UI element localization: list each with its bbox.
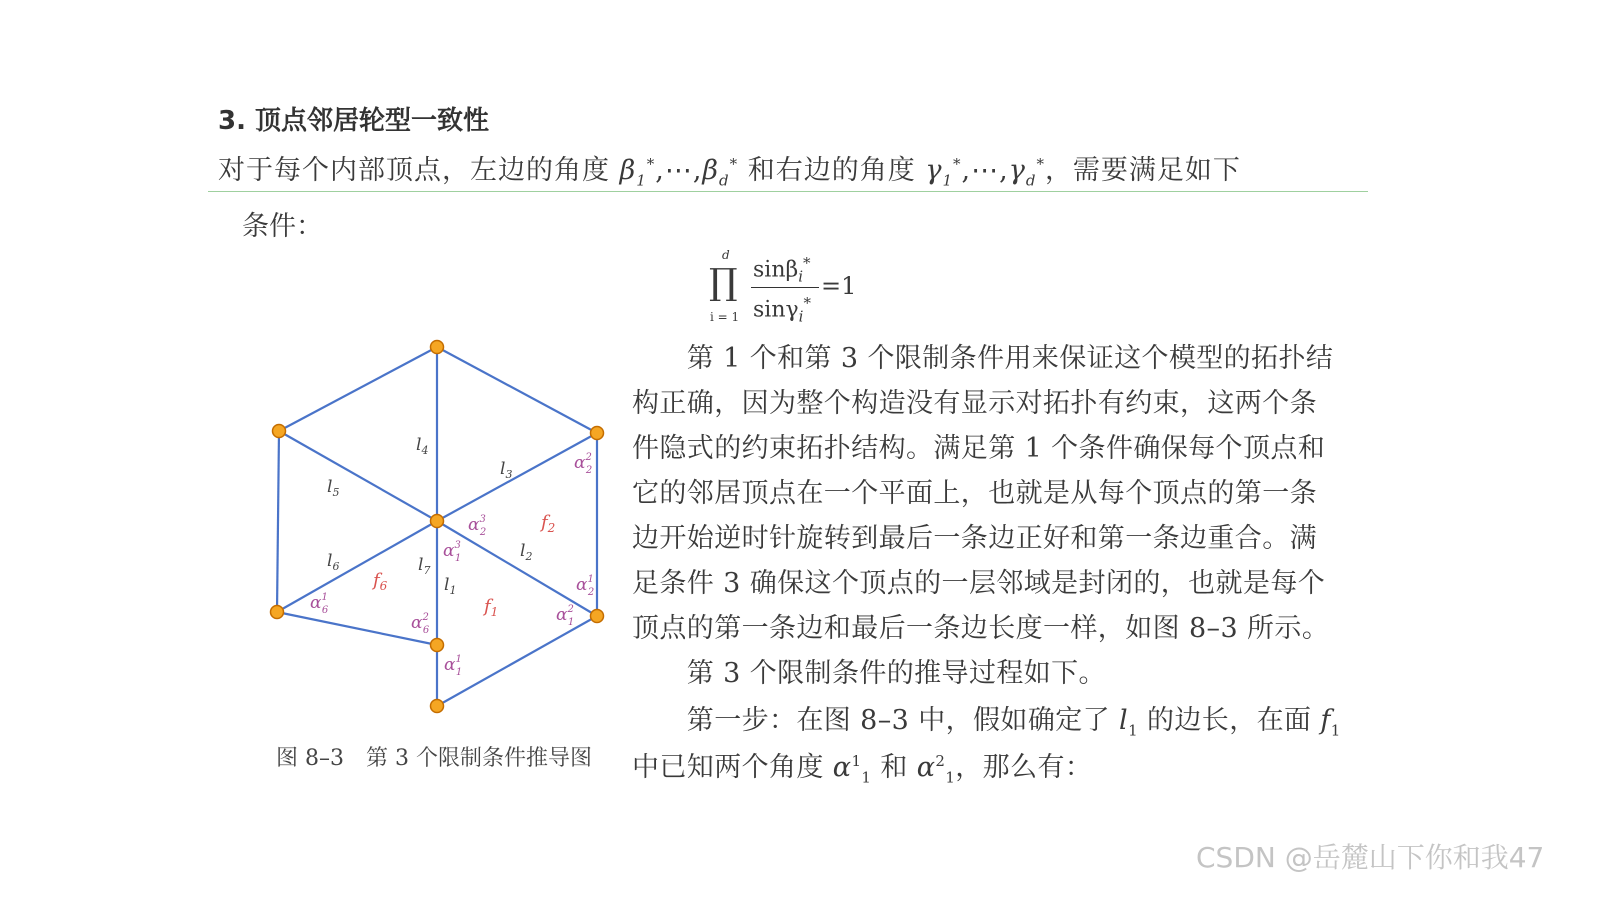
- formula-numerator: sinβ$_i$*: [753, 254, 811, 286]
- step-two-line: 中已知两个角度 $\alpha^1_1$ 和 $\alpha^2_1$，那么有：: [632, 752, 1093, 787]
- mesh-vertex: [591, 610, 604, 623]
- mesh-vertex: [431, 639, 444, 652]
- watermark: CSDN @岳麓山下你和我47: [1196, 841, 1545, 874]
- beta-1: $\beta_1^*$: [619, 155, 656, 190]
- intro-sep-2: ,⋯,: [961, 155, 1009, 186]
- paragraph-line: 构正确，因为整个构造没有显示对拓扑有约束，这两个条: [632, 388, 1317, 419]
- edge-label-l3: $l_3$: [500, 459, 513, 481]
- formula-equals: =1: [821, 272, 857, 300]
- paragraph-line: 足条件 3 确保这个顶点的一层邻域是封闭的，也就是每个: [632, 568, 1326, 599]
- mesh-vertex: [431, 515, 444, 528]
- edge-label-l1: $l_1$: [444, 575, 457, 597]
- intro-sep-1: ,⋯,: [655, 155, 703, 186]
- mesh-edge: [279, 431, 437, 521]
- angle-label-alpha-2-2: $\alpha^2$ 2: [574, 452, 593, 476]
- mesh-edge: [277, 431, 279, 612]
- edge-label-l7: $l_7$: [418, 555, 431, 577]
- formula-denominator: sinγ$_i$*: [753, 294, 811, 326]
- beta-d: $\beta_d^*$: [702, 155, 739, 190]
- intro-part2: 和右边的角度: [747, 155, 916, 186]
- mesh-vertex: [273, 425, 286, 438]
- product-upper-limit: d: [722, 248, 730, 262]
- face-label-f6: $f_6$: [373, 570, 388, 593]
- mesh-edge: [437, 433, 597, 521]
- gamma-1: $\gamma_1^*$: [925, 155, 962, 190]
- mesh-vertex: [431, 341, 444, 354]
- condition-label: 条件：: [242, 211, 323, 242]
- angle-label-alpha-1-3: $\alpha^3$ 1: [443, 540, 462, 564]
- product-symbol: ∏: [709, 262, 738, 303]
- angle-label-alpha-1-1: $\alpha^1$ 1: [444, 654, 463, 678]
- paragraph-line: 它的邻居顶点在一个平面上，也就是从每个顶点的第一条: [632, 478, 1317, 509]
- mesh-edge: [277, 521, 437, 612]
- edge-label-l2: $l_2$: [520, 541, 533, 563]
- edge-label-l4: $l_4$: [416, 435, 429, 457]
- intro-part3: ，需要满足如下: [1044, 155, 1241, 186]
- step-one-line: 第一步：在图 8–3 中，假如确定了 $l_1$ 的边长，在面 $f_1$: [632, 705, 1341, 740]
- edge-label-l5: $l_5$: [327, 477, 340, 499]
- angle-label-alpha-6-1: $\alpha^1$ 6: [310, 592, 329, 616]
- face-label-f2: $f_2$: [541, 512, 556, 535]
- gamma-d: $\gamma_d^*$: [1008, 155, 1045, 190]
- face-label-f1: $f_1$: [484, 596, 499, 619]
- mesh-edge: [279, 347, 437, 431]
- section-heading: 3. 顶点邻居轮型一致性: [218, 106, 490, 136]
- paragraph-line: 顶点的第一条边和最后一条边长度一样，如图 8–3 所示。: [632, 613, 1330, 644]
- product-lower-limit: i = 1: [710, 310, 740, 324]
- paragraph-line: 件隐式的约束拓扑结构。满足第 1 个条件确保每个顶点和: [632, 433, 1326, 464]
- edge-label-l6: $l_6$: [327, 551, 340, 573]
- mesh-vertex: [271, 606, 284, 619]
- mesh-vertex: [591, 427, 604, 440]
- angle-label-alpha-1-2: $\alpha^2$ 1: [556, 604, 575, 628]
- angle-label-alpha-6-2: $\alpha^2$ 6: [411, 612, 430, 636]
- mesh-edge: [437, 521, 597, 616]
- angle-label-alpha-2-1: $\alpha^1$ 2: [576, 574, 595, 598]
- paragraph-line: 边开始逆时针旋转到最后一条边正好和第一条边重合。满: [632, 523, 1317, 554]
- paragraph-line: 第 1 个和第 3 个限制条件用来保证这个模型的拓扑结: [632, 343, 1334, 374]
- intro-part1: 对于每个内部顶点，左边的角度: [218, 155, 610, 186]
- mesh-vertex: [431, 700, 444, 713]
- mesh-edge: [437, 347, 597, 433]
- paragraph-line: 第 3 个限制条件的推导过程如下。: [632, 658, 1106, 689]
- figure-caption: 图 8–3 第 3 个限制条件推导图: [276, 746, 592, 771]
- angle-label-alpha-2-3: $\alpha^3$ 2: [468, 514, 487, 538]
